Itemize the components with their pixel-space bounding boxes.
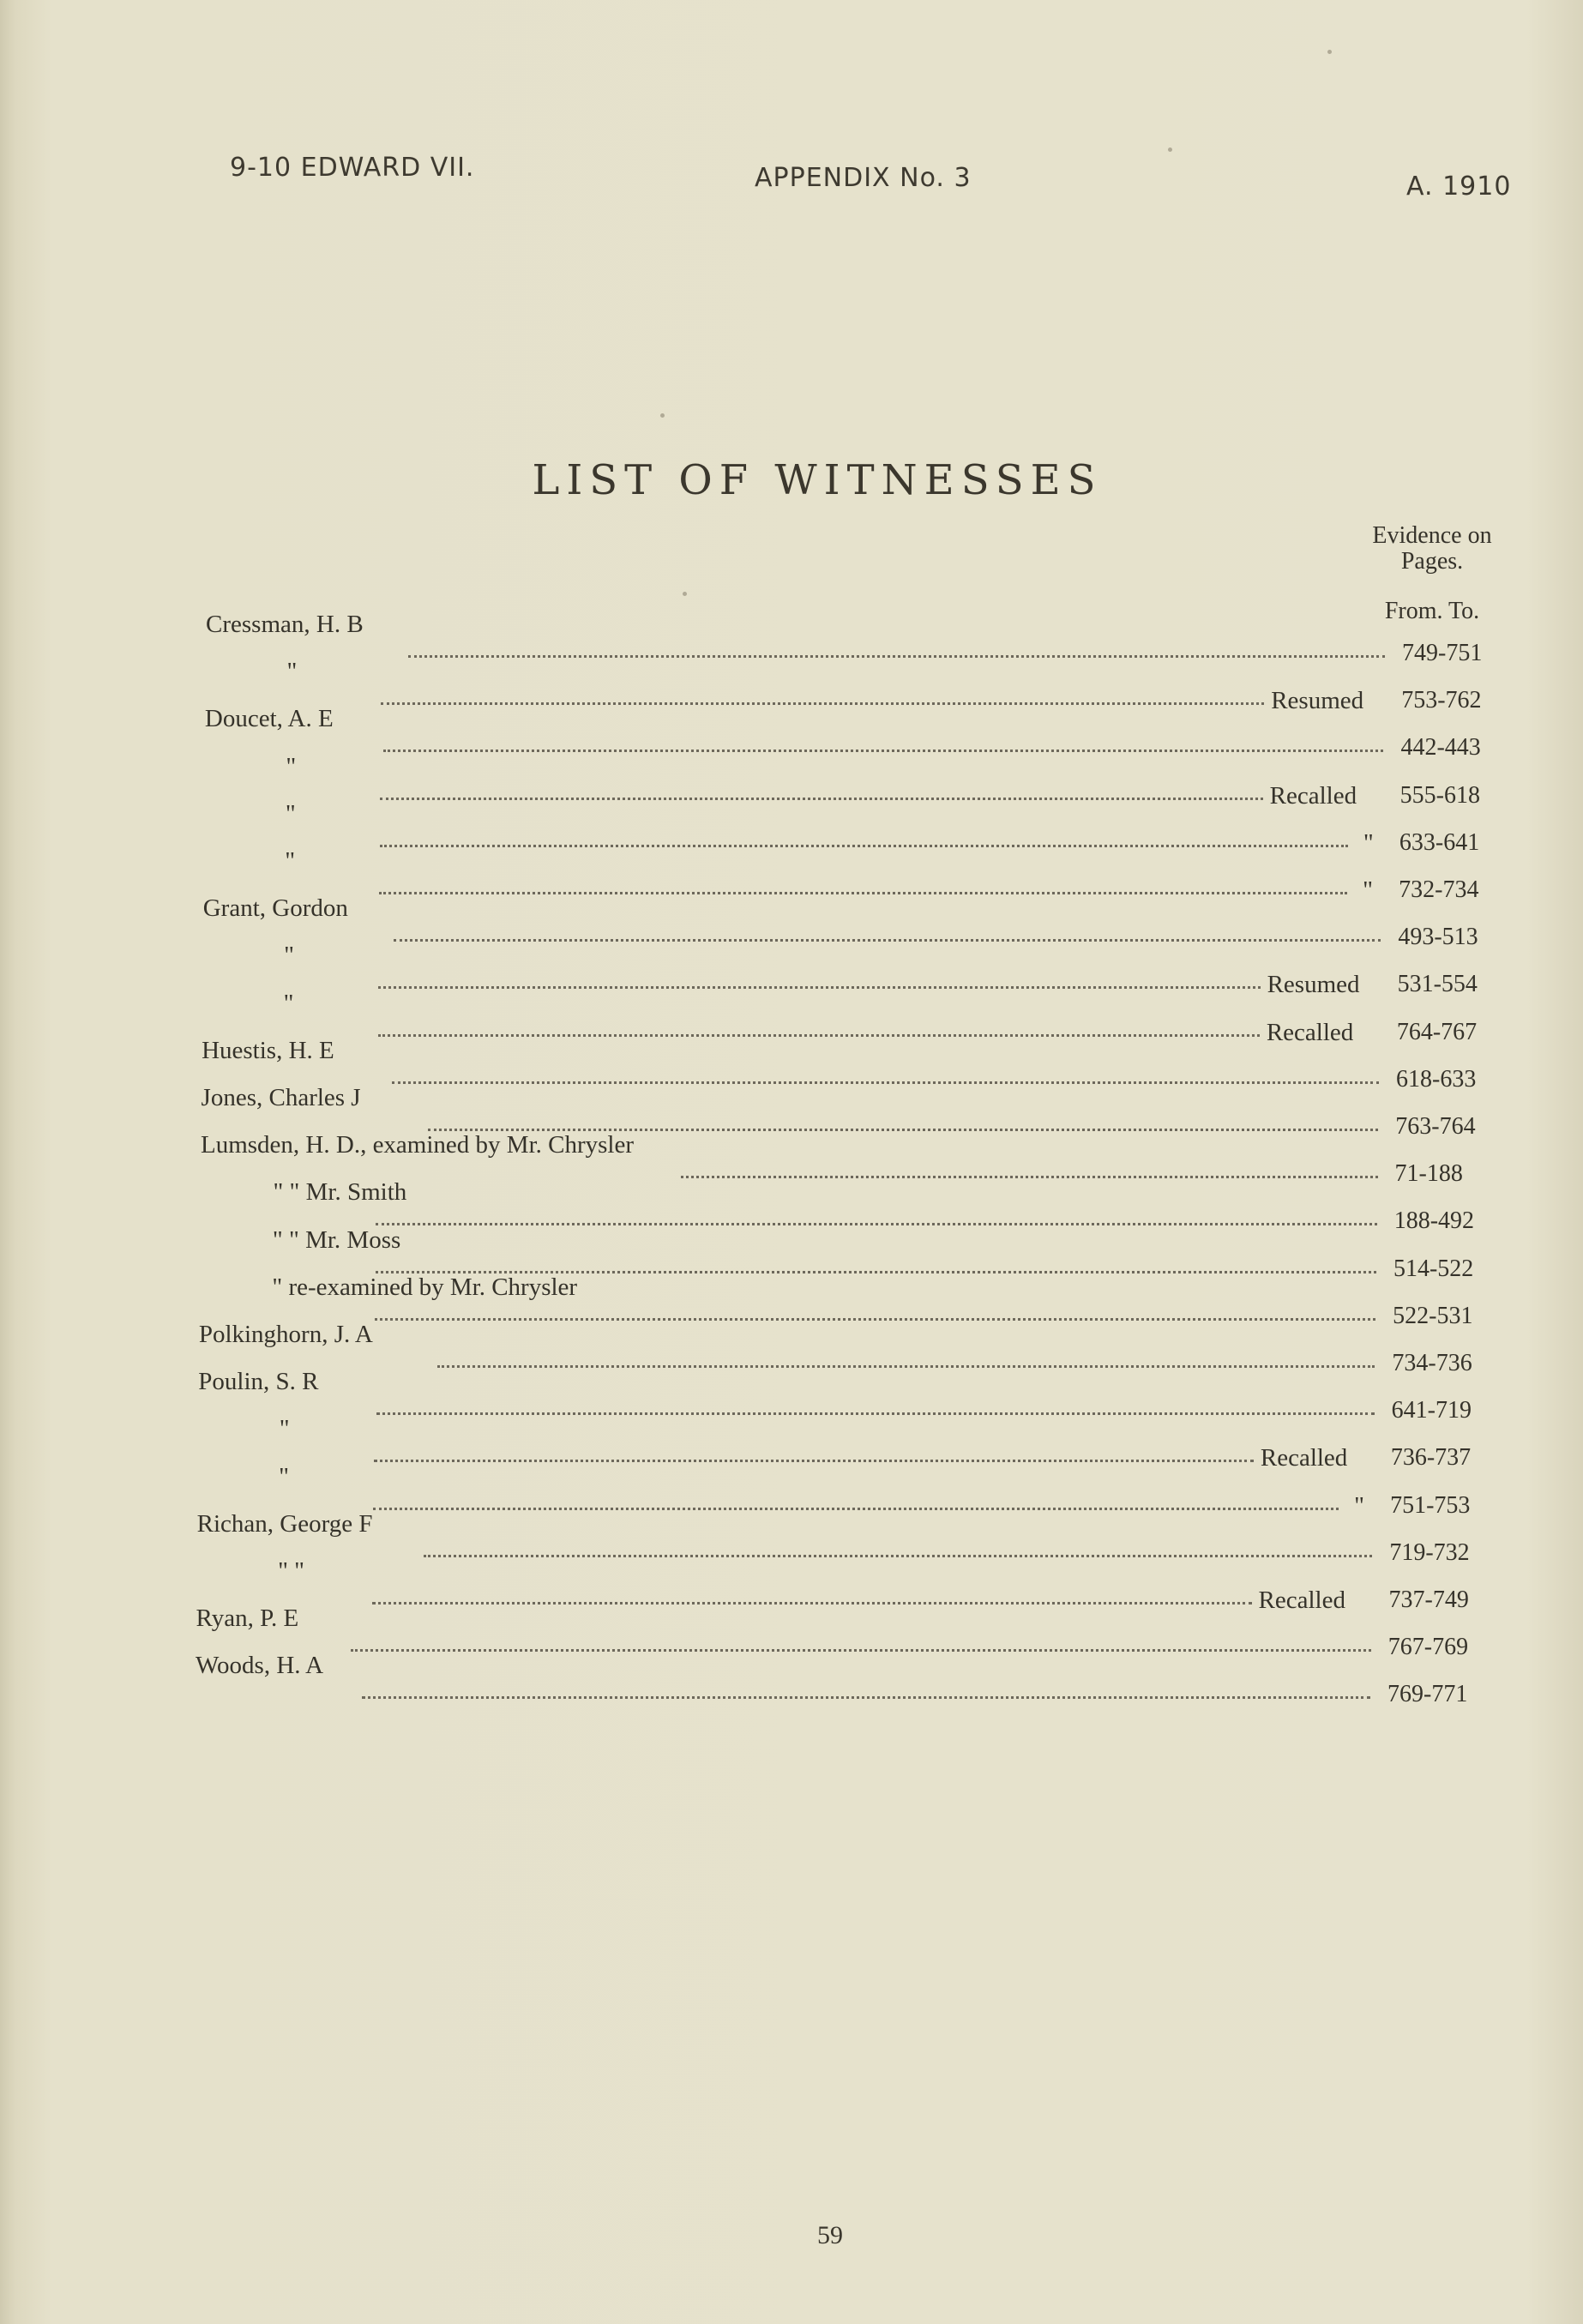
evidence-pages: 749-751 [1402,640,1483,666]
witness-note: Recalled [1258,1586,1345,1614]
evidence-header-line2: Pages. [1400,548,1464,575]
witness-name: Polkinghorn, J. A [198,1321,373,1348]
evidence-pages: 767-769 [1387,1634,1469,1661]
evidence-pages: 188-492 [1393,1207,1475,1235]
paper-speck [660,413,665,418]
dot-leader [373,1508,1339,1510]
evidence-pages: 522-531 [1393,1302,1473,1329]
evidence-pages: 753-762 [1401,687,1482,714]
evidence-pages: 618-633 [1396,1065,1477,1093]
witness-name: Cressman, H. B [206,611,364,638]
witness-name: Poulin, S. R [198,1368,319,1396]
dot-leader [376,1412,1374,1415]
witness-name: " [285,847,296,875]
evidence-pages: 633-641 [1399,828,1480,856]
header-right: A. 1910 [1406,172,1512,202]
witness-note: Recalled [1266,1018,1354,1046]
evidence-pages: 442-443 [1400,734,1481,762]
evidence-pages: 493-513 [1398,924,1478,951]
witness-note: Resumed [1267,971,1360,999]
witness-name: Richan, George F [196,1509,373,1538]
evidence-pages: 641-719 [1391,1397,1472,1424]
evidence-pages: 555-618 [1399,781,1480,809]
from-to-header: From. To. [1384,598,1480,624]
dot-leader [378,986,1260,989]
witness-name: " " Mr. Moss [272,1225,401,1254]
dot-leader [378,1034,1260,1037]
witness-name: " " [278,1557,305,1585]
dot-leader [375,1318,1375,1321]
paper-speck [1168,148,1172,152]
dot-leader [392,1081,1379,1084]
dot-leader [351,1649,1371,1652]
witness-note: " [1363,828,1374,857]
evidence-pages: 732-734 [1399,876,1479,903]
witness-name: " [279,1462,290,1490]
dot-leader [379,892,1347,894]
evidence-pages: 719-732 [1389,1538,1470,1566]
dot-leader [408,655,1385,658]
witness-name: " [283,989,294,1017]
witness-name: Woods, H. A [196,1652,324,1680]
dot-leader [437,1365,1375,1368]
witness-name: Jones, Charles J [201,1084,361,1111]
dot-leader [372,1602,1251,1605]
evidence-pages: 751-753 [1390,1491,1471,1519]
evidence-header-line1: Evidence on [1372,522,1492,549]
header-left: 9-10 EDWARD VII. [230,153,475,183]
witness-name: Huestis, H. E [202,1036,334,1064]
evidence-pages: 531-554 [1397,971,1478,998]
paper-speck [683,592,687,596]
witness-name: " " Mr. Smith [273,1178,407,1207]
dot-leader [374,1460,1254,1462]
evidence-pages: 734-736 [1392,1350,1472,1376]
dot-leader [380,845,1348,847]
witness-name: Grant, Gordon [202,894,348,923]
witness-note: Recalled [1269,781,1357,810]
page-title: LIST OF WITNESSES [532,456,1103,504]
witness-name: Lumsden, H. D., examined by Mr. Chrysler [201,1131,635,1159]
dot-leader [376,1223,1376,1225]
dot-leader [394,939,1381,942]
dot-leader [424,1555,1373,1557]
dot-leader [681,1176,1378,1178]
evidence-pages: 514-522 [1393,1255,1474,1282]
page-number: 59 [817,2221,843,2249]
evidence-pages: 769-771 [1387,1681,1468,1708]
witness-note: Resumed [1271,687,1364,715]
dot-leader [383,750,1384,752]
witness-note: " [1354,1491,1364,1520]
witness-name: " [286,752,297,780]
dot-leader [380,798,1262,800]
evidence-pages: 763-764 [1395,1113,1476,1140]
dot-leader [362,1696,1370,1699]
evidence-pages: 737-749 [1388,1586,1469,1613]
witness-name: Doucet, A. E [204,705,334,733]
witness-name: " re-examined by Mr. Chrysler [272,1273,578,1301]
witness-name: Ryan, P. E [196,1605,299,1633]
witness-name: " [285,799,296,828]
evidence-pages: 736-737 [1390,1444,1472,1472]
witness-note: " [1363,876,1373,904]
dot-leader [381,702,1264,705]
witness-name: " [284,942,295,970]
evidence-pages: 71-188 [1394,1160,1463,1188]
header-center: APPENDIX No. 3 [755,163,972,193]
witness-name: " [286,658,298,686]
witness-name: " [279,1415,290,1443]
witness-note: Recalled [1260,1444,1348,1472]
evidence-pages: 764-767 [1396,1018,1478,1045]
paper-speck [1327,50,1332,54]
